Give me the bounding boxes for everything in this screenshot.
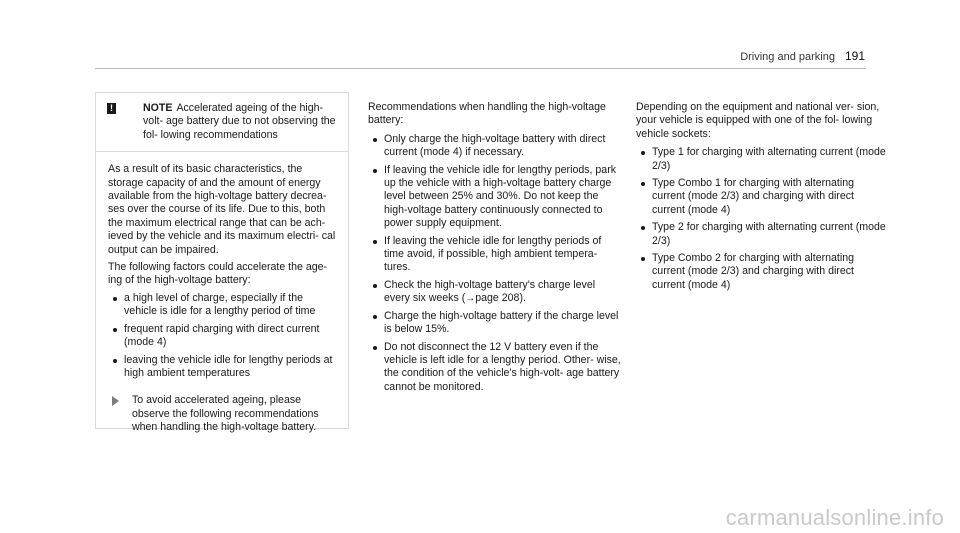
bullet-icon	[373, 346, 377, 350]
list-item: Type 2 for charging with alternating current (mode 2/3)	[636, 221, 886, 248]
list-item: Charge the high-voltage battery if the charge level is below 15%.	[368, 310, 622, 337]
action-instruction	[108, 394, 338, 434]
list-item: If leaving the vehicle idle for lengthy periods of time avoid, if possible, high ambient tempera- tures.	[368, 235, 622, 275]
bullet-icon	[373, 315, 377, 319]
list-item: frequent rapid charging with direct current (mode 4)	[108, 323, 338, 350]
note-heading-text	[106, 102, 338, 142]
page-header	[740, 49, 865, 63]
note-heading	[96, 93, 348, 152]
note-heading-body: Accelerated ageing of the high-volt- age battery due to not observing the fol- lowing recommendations	[143, 102, 336, 141]
bullet-icon	[373, 240, 377, 244]
bullet-icon	[113, 297, 117, 301]
note-box	[95, 92, 349, 434]
list-item: Only charge the high-voltage battery with direct current (mode 4) if necessary.	[368, 133, 622, 160]
list-item: Type Combo 1 for charging with alternating current (mode 2/3) and charging with direct current (mode 4)	[636, 177, 886, 217]
note-paragraph-2: The following factors could accelerate the age- ing of the high-voltage battery:	[108, 261, 328, 287]
warning-exclamation-icon: !	[107, 103, 116, 114]
bullet-icon	[113, 328, 117, 332]
note-paragraph-1: As a result of its basic characteristics, the storage capacity of and the amount of energy available from the high-voltage battery decrea- ses over the course of its life. Due to this, both the maximum electrical range that can be ach- ieved by the vehicle and its maximum electri- cal output can be impaired.	[108, 163, 336, 256]
header-rule	[95, 68, 866, 69]
list-item: Type Combo 2 for charging with alternating current (mode 2/3) and charging with direct current (mode 4)	[636, 252, 886, 292]
sockets-list	[636, 146, 886, 292]
ageing-factors-list	[108, 292, 338, 380]
middle-column	[368, 101, 622, 398]
action-text: To avoid accelerated ageing, please observe the following recommendations when handling the high-voltage battery.	[132, 394, 319, 434]
list-item: Do not disconnect the 12 V battery even if the vehicle is left idle for a lengthy period. Other- wise, the condition of the vehicle's high-volt- age battery cannot be monitored.	[368, 341, 622, 395]
page-number: 191	[844, 49, 865, 63]
recommendations-list	[368, 133, 622, 394]
right-column	[636, 101, 886, 296]
section-title: Driving and parking	[740, 51, 835, 63]
action-arrow-icon	[112, 396, 119, 406]
bullet-icon	[641, 257, 645, 261]
page-reference-arrow-icon: →	[465, 293, 476, 305]
watermark: carmanualsonline.info	[725, 505, 944, 530]
bullet-icon	[641, 226, 645, 230]
bullet-icon	[373, 138, 377, 142]
bullet-icon	[113, 359, 117, 363]
sockets-intro: Depending on the equipment and national ver- sion, your vehicle is equipped with one of the fol- lowing vehicle sockets:	[636, 101, 880, 140]
list-item: If leaving the vehicle idle for lengthy periods, park up the vehicle with a high-voltage battery charge level between 25% and 30%. Do not keep the high-voltage battery continuously connected to power supply equipment.	[368, 164, 622, 231]
bullet-icon	[373, 169, 377, 173]
page-reference-link[interactable]: page 208	[475, 292, 520, 305]
bullet-icon	[641, 182, 645, 186]
note-label: NOTE	[143, 102, 173, 114]
note-body	[96, 152, 348, 434]
list-item: Check the high-voltage battery's charge level every six weeks (→page 208).	[368, 279, 622, 306]
list-item: a high level of charge, especially if the vehicle is idle for a lengthy period of time	[108, 292, 338, 319]
list-item: leaving the vehicle idle for lengthy periods at high ambient temperatures	[108, 354, 338, 381]
bullet-icon	[641, 151, 645, 155]
list-item: Type 1 for charging with alternating current (mode 2/3)	[636, 146, 886, 173]
recommendations-intro: Recommendations when handling the high-voltage battery:	[368, 101, 606, 127]
bullet-icon	[373, 284, 377, 288]
